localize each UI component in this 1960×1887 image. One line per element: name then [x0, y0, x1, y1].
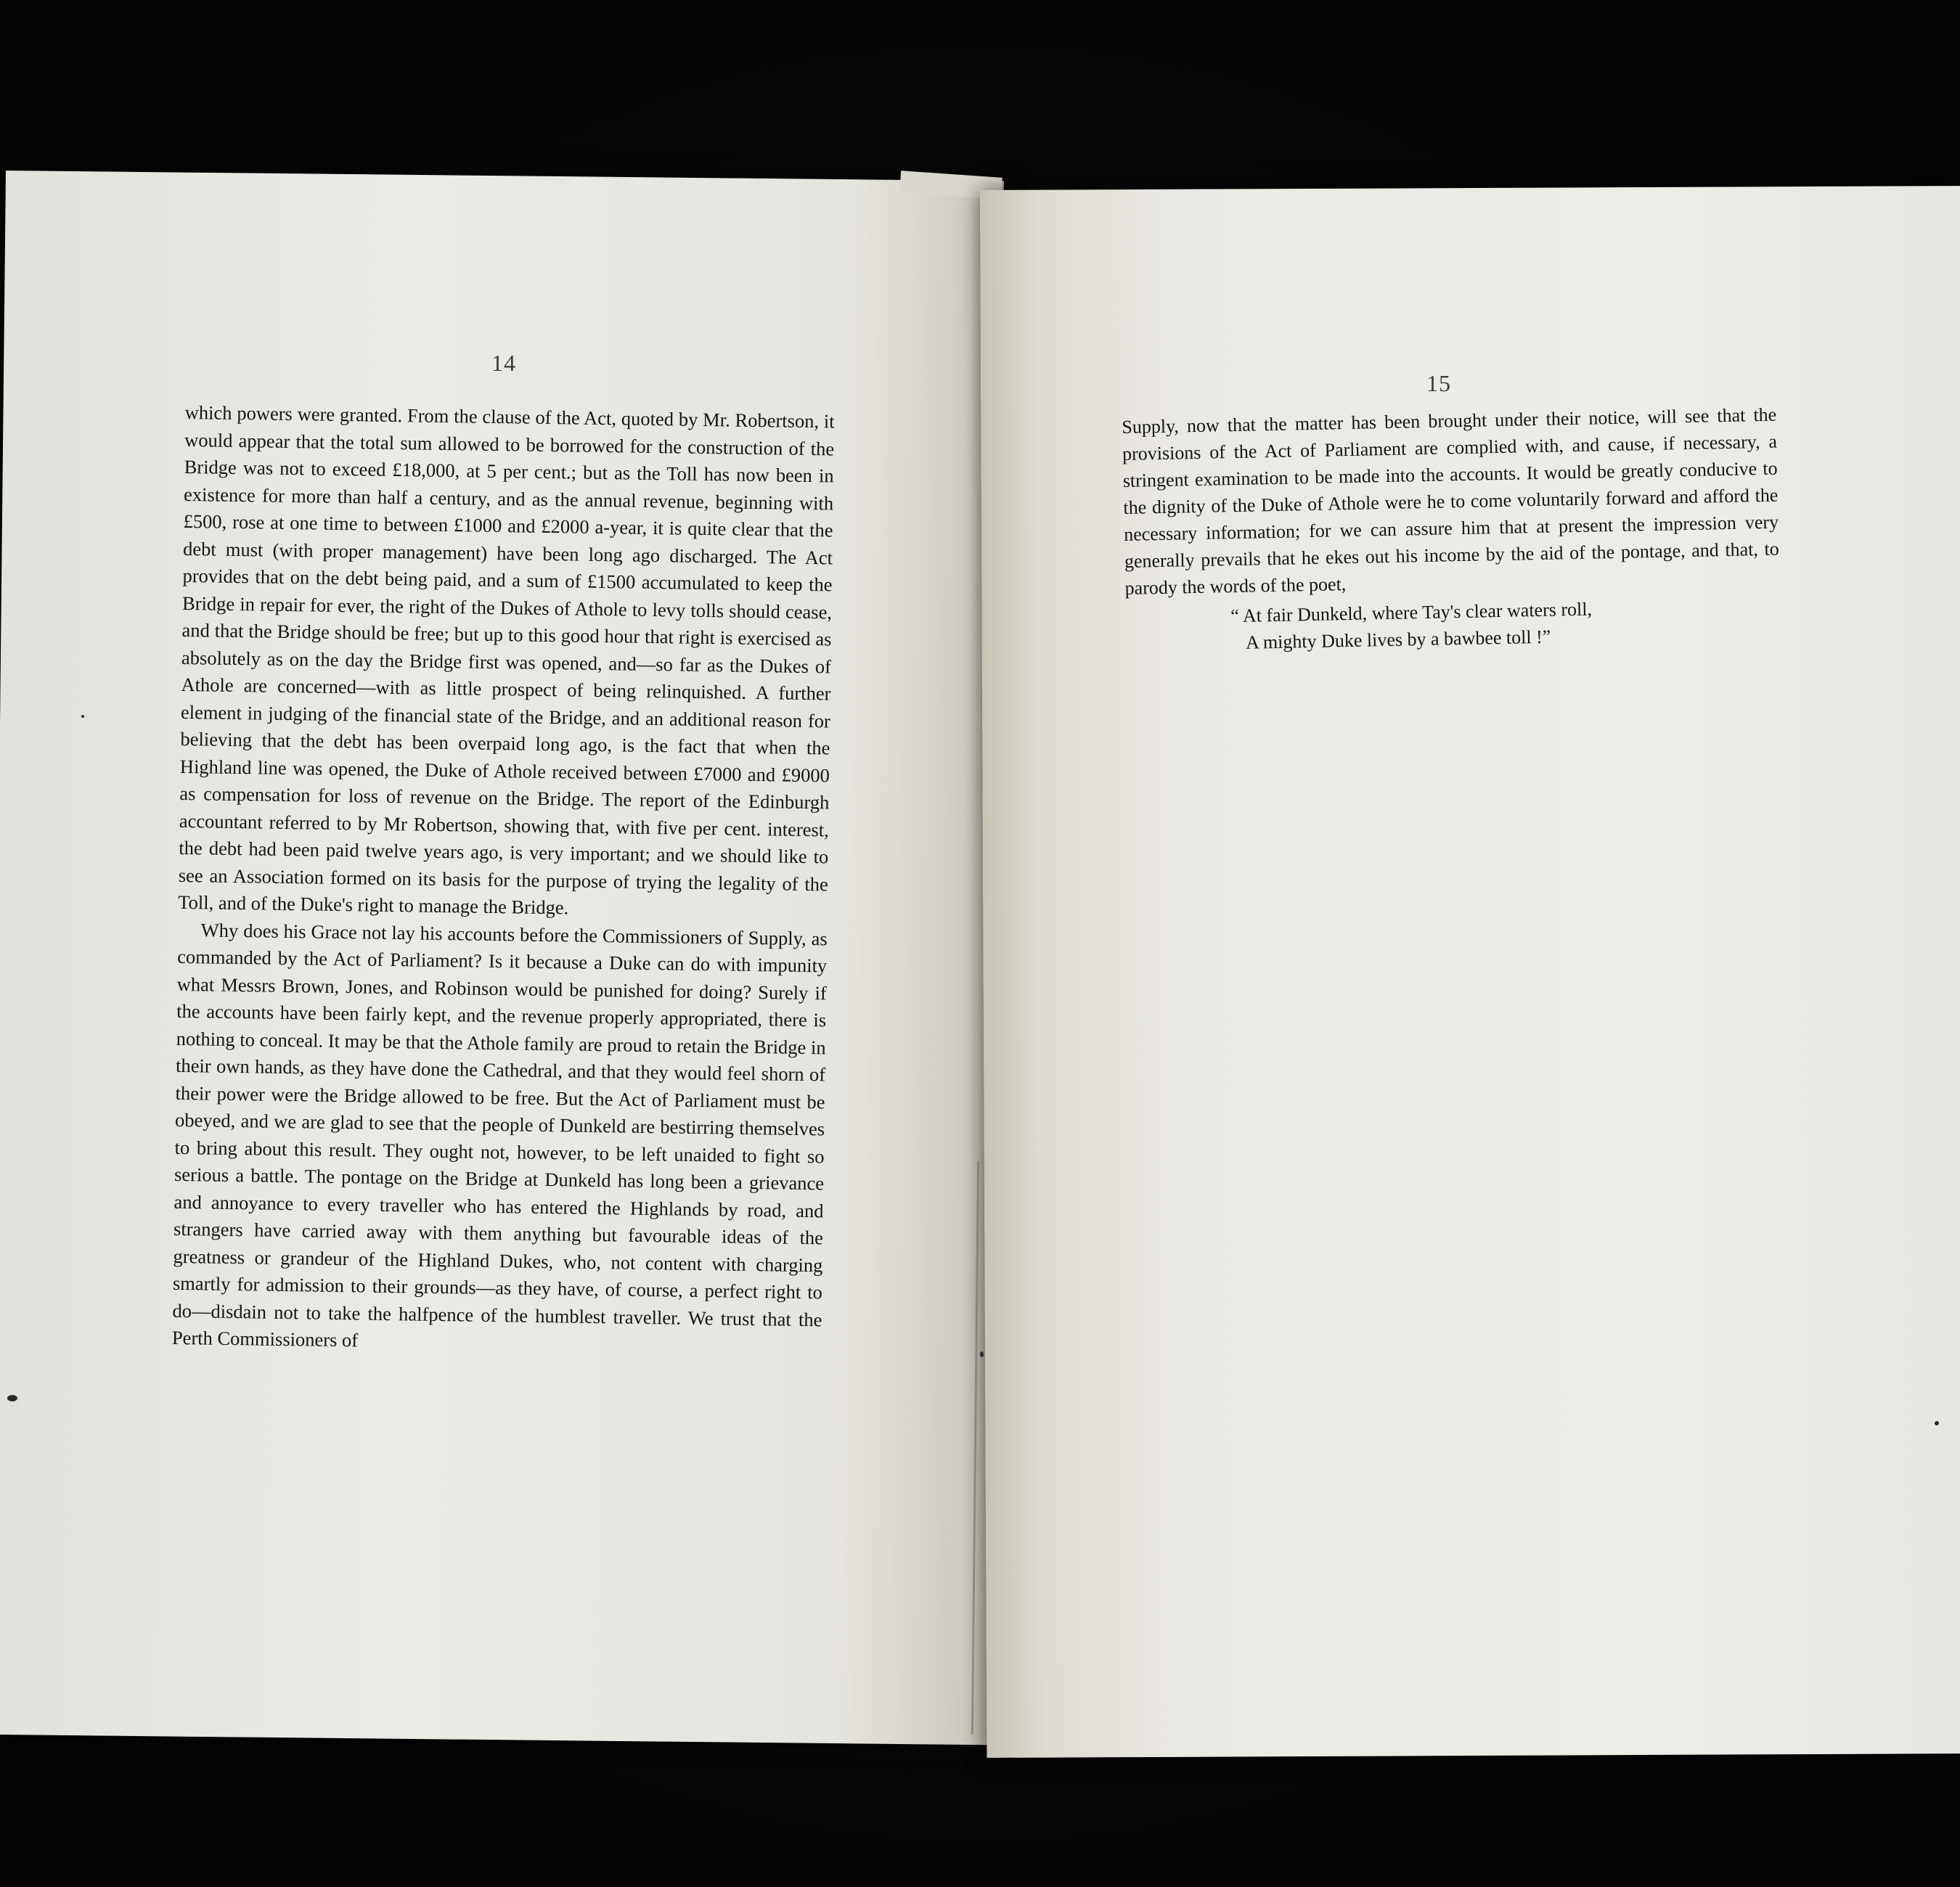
left-paragraph-1: which powers were granted. From the clause of the Act, quoted by Mr. Robertson, it would appear that the total sum allowed to be borrowed for the construction of the Bridge was not to exceed £18,000, at 5 per cent.; but as the Toll has now been in existence for more than half a century, and as the annual revenue, beginning with £500, rose at one time to between £1000 and £2000 a-year, it is quite clear that the debt must (with proper management) have been long ago discharged. The Act provides that on the debt being paid, and a sum of £1500 accumulated to keep the Bridge in repair for ever, the right of the Dukes of Athole to levy tolls should cease, and that the Bridge should be free; but up to this good hour that right is exercised as absolutely as on the day the Bridge first was opened, and—so far as the Dukes of Athole are concerned—with as little prospect of being relinquished. A further element in judging of the financial state of the Bridge, and an additional reason for believing that the debt has been overpaid long ago, is the fact that when the Highland line was opened, the Duke of Athole received between £7000 and £9000 as compensation for loss of revenue on the Bridge. The report of the Edinburgh accountant referred to by Mr Robertson, showing that, with five per cent. interest, the debt had been paid twelve years ago, is very important; and we should like to see an Association formed on its basis for the purpose of trying the legality of the Toll, and of the Duke's right to manage the Bridge. — [178, 401, 835, 919]
right-paragraph: Supply, now that the matter has been brought under their notice, will see that the provisions of the Act of Parliament are complied with, and cause, if necessary, a stringent examination to be made into the accounts. It would be greatly conducive to the dignity of the Duke of Athole were he to come voluntarily forward and afford the necessary information; for we can assure him that at present the impression very generally prevails that he ekes out his income by the aid of the pontage, and that, to parody the words of the poet, — [1122, 404, 1780, 599]
right-page-text — [1122, 401, 1781, 658]
left-page-number: 14 — [491, 350, 516, 376]
poem-line-1: “ At fair Dunkeld, where Tay's clear waters roll, — [1230, 598, 1593, 627]
paper-speck — [980, 1351, 984, 1357]
paper-speck — [7, 1395, 17, 1401]
paper-speck — [81, 715, 84, 718]
right-page-number: 15 — [1426, 370, 1451, 396]
left-paragraph-2: Why does his Grace not lay his accounts before the Commissioners of Supply, as commanded by the Act of Parliament? Is it because a Duke can do with impunity what Messrs Brown, Jones, and Robinson would be punished for doing? Surely if the accounts have been fairly kept, and the revenue properly appropriated, there is nothing to conceal. It may be that the Athole family are proud to retain the Bridge in their own hands, as they have done the Cathedral, and that they would feel shorn of their power were the Bridge allowed to be free. But the Act of Parliament must be obeyed, and we are glad to see that the people of Dunkeld are bestirring themselves to bring about this result. They ought not, however, to be left unaided to fight so serious a battle. The pontage on the Bridge at Dunkeld has long been a grievance and annoyance to every traveller who has entered the Highlands by road, and strangers have carried away with them anything but favourable ideas of the greatness or grandeur of the Highland Dukes, who, not content with charging smartly for admission to their grounds—as they have, of course, a perfect right to do—disdain not to take the halfpence of the humblest traveller. We trust that the Perth Commissioners of — [171, 918, 828, 1351]
left-page-text — [172, 399, 835, 1361]
paper-speck — [1935, 1421, 1939, 1425]
poem-line-2: A mighty Duke lives by a bawbee toll !” — [1245, 626, 1551, 653]
